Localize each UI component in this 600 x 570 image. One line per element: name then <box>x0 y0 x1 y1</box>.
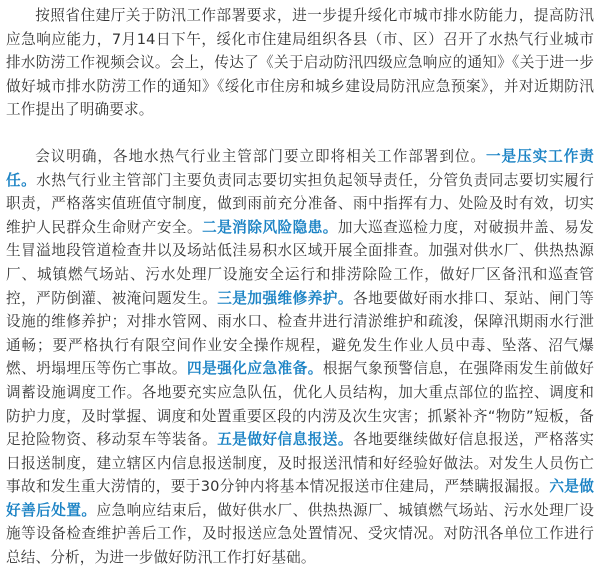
heading-maintenance: 三是加强维修养护。 <box>217 289 353 307</box>
heading-aftermath-handling: 六是做好善后处置。 <box>6 478 595 519</box>
text-maintenance: 各地要做好雨水排口、泵站、闸门等设施的维修养护；对排水管网、雨水口、检查井进行清淤维护和疏浚，保障汛期雨水行泄通畅；要严格执行有限空间作业安全操作规程，避免发生作业人员中毒、坠落、沼气爆燃、坍塌埋压等伤亡事故。 <box>6 289 595 378</box>
requirements-intro: 会议明确，各地水热气行业主管部门要立即将相关工作部署到位。 <box>35 147 486 165</box>
paragraph-meeting-requirements <box>6 145 594 570</box>
heading-responsibility: 一是压实工作责任。 <box>6 147 594 189</box>
heading-information-reporting: 五是做好信息报送。 <box>217 431 353 449</box>
text-responsibility: 水热气行业主管部门主要负责同志要切实担负起领导责任，分管负责同志要切实履行职责，严格落实值班值守制度，做到雨前充分准备、雨中指挥有力、处险及时有效，切实维护人民群众生命财产安全。 <box>6 171 594 236</box>
heading-risk-elimination: 二是消除风险隐患。 <box>202 218 338 236</box>
heading-emergency-preparation: 四是强化应急准备。 <box>187 360 323 378</box>
text-aftermath-handling: 应急响应结束后，做好供水厂、供热热源厂、城镇燃气场站、污水处理厂设施等设备检查维护善后工作，及时报送应急处置情况、受灾情况。对防汛各单位工作进行总结、分析，为进一步做好防汛工作打好基础。 <box>6 501 594 567</box>
text-risk-elimination: 加大巡查巡检力度，对破损井盖、易发生冒溢地段管道检查井以及场站低洼易积水区域开展全面排查。加强对供水厂、供热热源厂、城镇燃气场站、污水处理厂设施安全运行和排涝除险工作，做好厂区备汛和巡查管控，严防倒灌、被淹问题发生。 <box>6 218 594 307</box>
paragraph-meeting-summary: 按照省住建厅关于防汛工作部署要求，进一步提升绥化市城市排水防能力，提高防汛应急响应能力，7月14日下午，绥化市住建局组织各县（市、区）召开了水热气行业城市排水防涝工作视频会议。会上，传达了《关于启动防汛四级应急响应的通知》《关于进一步做好城市排水防涝工作的通知》《绥化市住房和城乡建设局防汛应急预案》，并对近期防汛工作提出了明确要求。 <box>6 7 594 119</box>
text-information-reporting: 各地要继续做好信息报送，严格落实日报送制度，建立辖区内信息报送制度，及时报送汛情和好经验好做法。对发生人员伤亡事故和发生重大涝情的，要于30分钟内将基本情况报送市住建局，严禁瞒报漏报。 <box>6 431 595 496</box>
text-emergency-preparation: 根据气象预警信息，在强降雨发生前做好调蓄设施调度工作。各地要充实应急队伍，优化人员结构，加大重点部位的监控、调度和防护力度，及时掌握、调度和处置重要区段的内涝及次生灾害；抓紧补齐“物防”短板，备足抢险物资、移动泵车等装备。 <box>6 360 595 449</box>
